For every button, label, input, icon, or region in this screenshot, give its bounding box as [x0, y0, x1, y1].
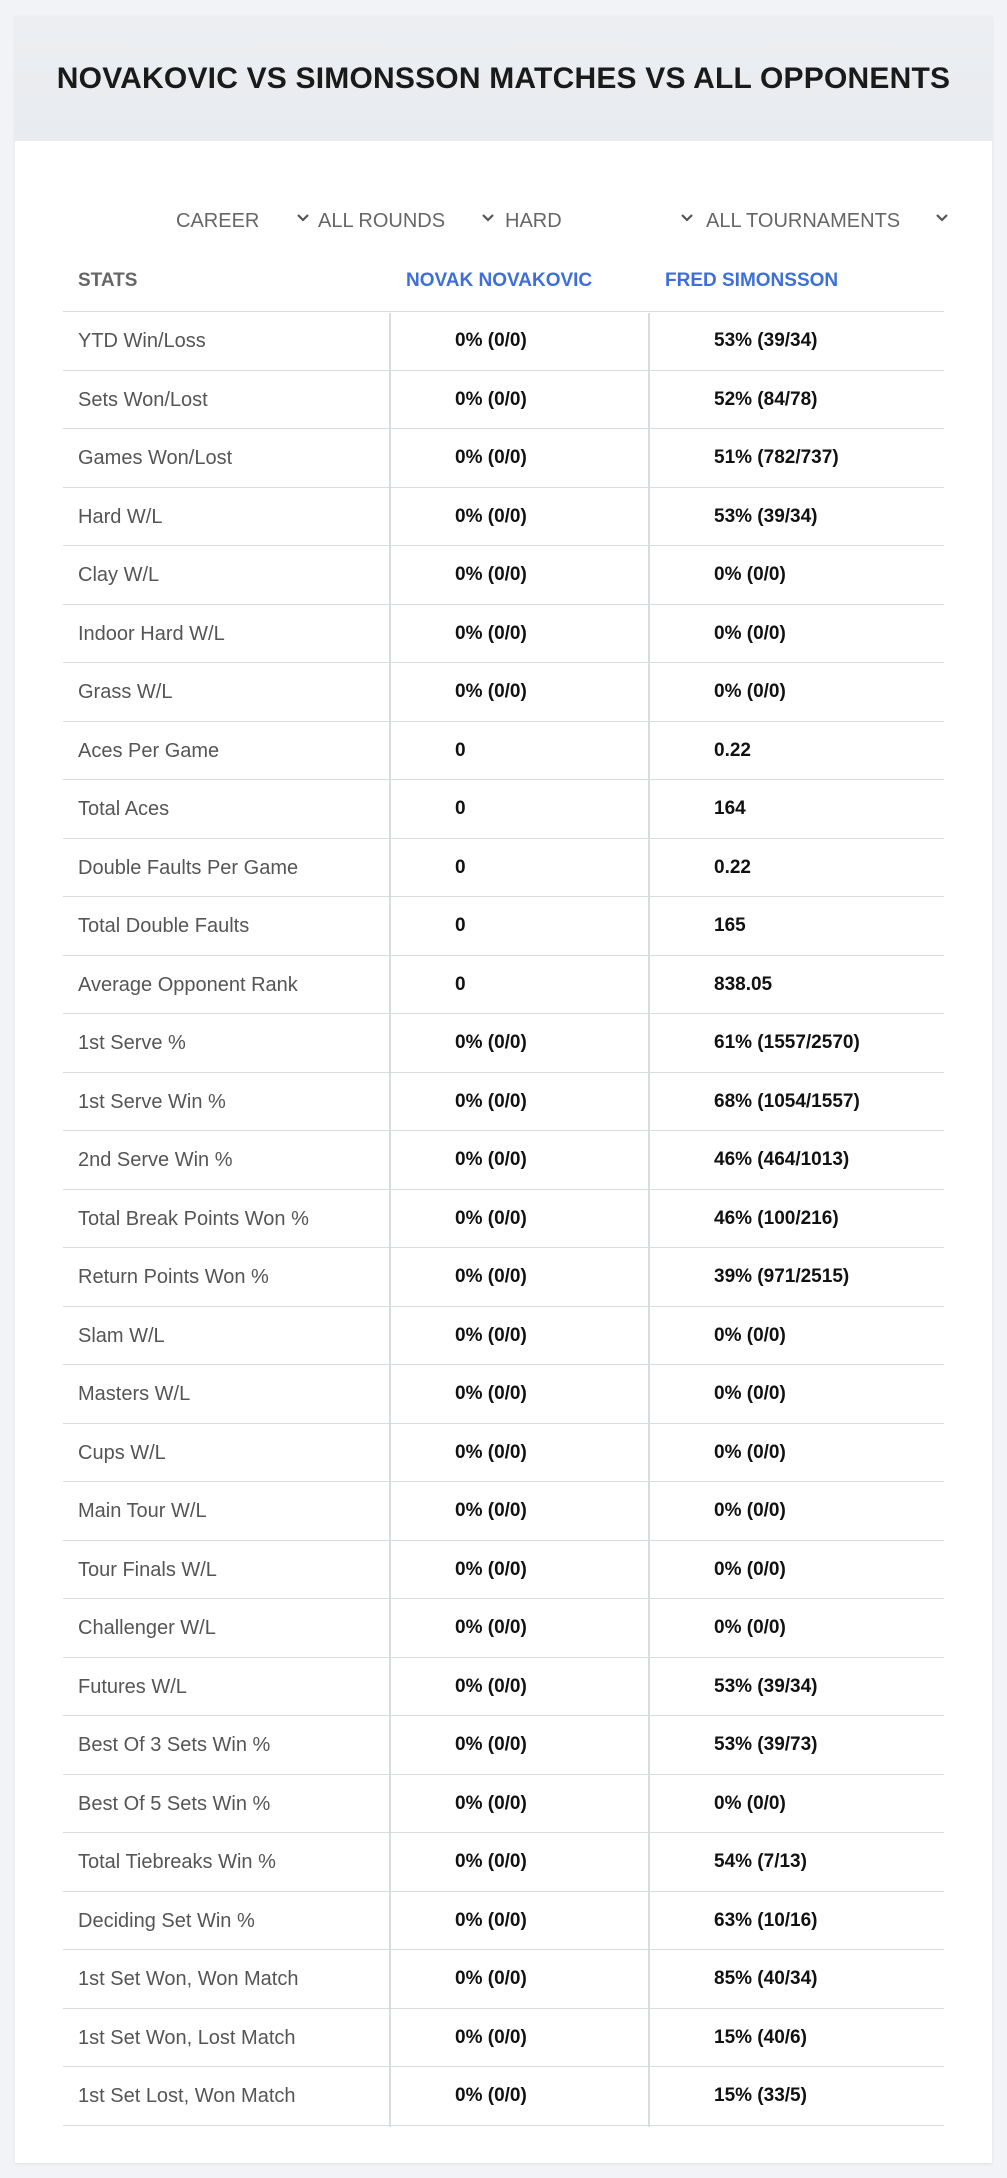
header-player-1[interactable]: NOVAK NOVAKOVIC	[406, 270, 593, 291]
player-2-value: 0% (0/0)	[714, 681, 786, 702]
table-row	[63, 1658, 944, 1717]
column-divider	[389, 313, 391, 2127]
chevron-down-icon	[296, 213, 308, 225]
stat-label: Total Tiebreaks Win %	[78, 1851, 276, 1873]
player-2-value: 53% (39/34)	[714, 505, 818, 527]
stat-label: Sets Won/Lost	[78, 388, 208, 411]
player-1-value: 0% (0/0)	[455, 622, 527, 644]
table-row	[63, 722, 944, 781]
stats-card	[15, 16, 992, 2163]
table-row	[63, 1541, 944, 1600]
table-row	[63, 2009, 944, 2068]
stat-label: Total Double Faults	[78, 915, 250, 937]
table-row	[63, 371, 944, 430]
player-1-value: 0% (0/0)	[455, 1734, 527, 1755]
player-2-value: 63% (10/16)	[714, 1909, 818, 1931]
stat-label: 1st Serve Win %	[78, 1090, 226, 1113]
table-row	[63, 663, 944, 722]
player-2-value: 0% (0/0)	[714, 622, 786, 644]
player-2-value: 52% (84/78)	[714, 388, 818, 410]
player-1-value: 0% (0/0)	[455, 1909, 527, 1931]
table-row	[63, 780, 944, 839]
player-1-value: 0% (0/0)	[455, 1090, 527, 1112]
player-1-value: 0% (0/0)	[455, 330, 527, 351]
table-row	[63, 429, 944, 488]
player-2-value: 46% (100/216)	[714, 1207, 839, 1229]
stat-label: Indoor Hard W/L	[78, 622, 225, 645]
table-row	[63, 897, 944, 956]
player-1-value: 0% (0/0)	[455, 681, 527, 702]
table-row	[63, 1775, 944, 1834]
table-row	[63, 1424, 944, 1483]
stats-table	[63, 251, 944, 2126]
player-2-value: 0% (0/0)	[714, 1558, 786, 1580]
player-1-value: 0% (0/0)	[455, 564, 527, 585]
table-row	[63, 1482, 944, 1541]
stat-label: Deciding Set Win %	[78, 1909, 255, 1932]
stat-label: Slam W/L	[78, 1324, 165, 1347]
player-2-value: 53% (39/34)	[714, 1675, 818, 1697]
player-2-value: 0% (0/0)	[714, 1383, 786, 1404]
player-1-value: 0% (0/0)	[455, 1207, 527, 1229]
player-2-value: 53% (39/34)	[714, 330, 818, 351]
stat-label: 1st Set Lost, Won Match	[78, 2085, 296, 2107]
stat-label: Aces Per Game	[78, 739, 220, 762]
header-player-2[interactable]: FRED SIMONSSON	[665, 270, 839, 291]
player-1-value: 0% (0/0)	[455, 1324, 527, 1346]
stat-label: Return Points Won %	[78, 1266, 269, 1288]
stat-label: Grass W/L	[78, 681, 173, 703]
table-row	[63, 1365, 944, 1424]
player-1-value: 0% (0/0)	[455, 1032, 527, 1053]
stat-label: Cups W/L	[78, 1441, 166, 1464]
player-1-value: 0% (0/0)	[455, 1792, 527, 1814]
player-2-value: 0% (0/0)	[714, 1500, 786, 1521]
filter-surface-label: HARD	[505, 209, 562, 232]
table-body	[63, 312, 944, 2126]
player-1-value: 0% (0/0)	[455, 1968, 527, 1989]
table-row	[63, 1073, 944, 1132]
table-row	[63, 956, 944, 1015]
stat-label: Hard W/L	[78, 505, 163, 528]
table-row	[63, 839, 944, 898]
table-row	[63, 546, 944, 605]
player-2-value: 61% (1557/2570)	[714, 1032, 860, 1053]
chevron-down-icon	[935, 213, 947, 225]
player-2-value: 0.22	[714, 739, 751, 761]
stat-label: 1st Set Won, Lost Match	[78, 2026, 296, 2049]
stat-label: Average Opponent Rank	[78, 973, 298, 996]
stat-label: Masters W/L	[78, 1383, 191, 1405]
player-2-value: 0% (0/0)	[714, 1792, 786, 1814]
player-2-value: 164	[714, 798, 746, 819]
player-2-value: 0% (0/0)	[714, 1617, 786, 1638]
player-1-value: 0	[455, 798, 466, 819]
filter-tournament-select[interactable]	[706, 191, 900, 251]
column-divider	[648, 313, 650, 2127]
stat-label: Total Aces	[78, 798, 170, 820]
stat-label: Total Break Points Won %	[78, 1207, 309, 1230]
table-row	[63, 1599, 944, 1658]
player-1-value: 0	[455, 973, 466, 995]
player-2-value: 53% (39/73)	[714, 1734, 818, 1755]
page-title: NOVAKOVIC VS SIMONSSON MATCHES VS ALL OPPONENTS	[56, 61, 951, 95]
stat-label: YTD Win/Loss	[78, 330, 206, 352]
player-1-value: 0% (0/0)	[455, 1617, 527, 1638]
player-1-value: 0% (0/0)	[455, 2085, 527, 2106]
player-2-value: 46% (464/1013)	[714, 1149, 850, 1170]
player-2-value: 0% (0/0)	[714, 1324, 786, 1346]
table-row	[63, 1131, 944, 1190]
table-row	[63, 488, 944, 547]
stat-label: 1st Serve %	[78, 1032, 186, 1054]
table-row	[63, 605, 944, 664]
player-2-value: 0.22	[714, 856, 751, 878]
player-1-value: 0% (0/0)	[455, 1851, 527, 1872]
player-2-value: 165	[714, 915, 746, 936]
table-header	[63, 251, 944, 312]
stat-label: Tour Finals W/L	[78, 1558, 217, 1581]
player-1-value: 0% (0/0)	[455, 1266, 527, 1287]
player-2-value: 838.05	[714, 973, 773, 995]
player-1-value: 0% (0/0)	[455, 1149, 527, 1170]
filter-round-label: ALL ROUNDS	[318, 209, 446, 232]
stat-label: Main Tour W/L	[78, 1500, 207, 1522]
table-row	[63, 1307, 944, 1366]
stat-label: 1st Set Won, Won Match	[78, 1968, 299, 1990]
stat-label: Double Faults Per Game	[78, 856, 299, 879]
player-1-value: 0% (0/0)	[455, 1675, 527, 1697]
player-1-value: 0% (0/0)	[455, 505, 527, 527]
filter-round-select[interactable]	[318, 191, 445, 251]
player-2-value: 15% (33/5)	[714, 2085, 807, 2106]
stat-label: Best Of 3 Sets Win %	[78, 1734, 271, 1756]
filter-surface-select[interactable]	[505, 191, 562, 251]
stat-label: Games Won/Lost	[78, 447, 233, 469]
player-1-value: 0% (0/0)	[455, 1500, 527, 1521]
player-1-value: 0% (0/0)	[455, 1383, 527, 1404]
filter-bar	[15, 191, 992, 251]
header-stats: STATS	[78, 270, 138, 291]
chevron-down-icon	[481, 213, 493, 225]
chevron-down-icon	[680, 213, 692, 225]
player-2-value: 0% (0/0)	[714, 1441, 786, 1463]
player-1-value: 0% (0/0)	[455, 2026, 527, 2048]
table-row	[63, 1190, 944, 1249]
player-2-value: 51% (782/737)	[714, 447, 839, 468]
player-1-value: 0% (0/0)	[455, 1441, 527, 1463]
table-row	[63, 1716, 944, 1775]
table-row	[63, 1950, 944, 2009]
player-1-value: 0% (0/0)	[455, 447, 527, 468]
player-2-value: 68% (1054/1557)	[714, 1090, 860, 1112]
stat-label: Clay W/L	[78, 564, 160, 586]
table-row	[63, 1014, 944, 1073]
player-2-value: 85% (40/34)	[714, 1968, 818, 1989]
table-row	[63, 312, 944, 371]
table-row	[63, 1833, 944, 1892]
player-1-value: 0	[455, 856, 466, 878]
player-1-value: 0	[455, 915, 466, 936]
player-1-value: 0% (0/0)	[455, 1558, 527, 1580]
stat-label: 2nd Serve Win %	[78, 1149, 233, 1171]
player-2-value: 15% (40/6)	[714, 2026, 807, 2048]
page-header	[15, 16, 992, 141]
player-2-value: 0% (0/0)	[714, 564, 786, 585]
player-1-value: 0	[455, 739, 466, 761]
stat-label: Best Of 5 Sets Win %	[78, 1792, 271, 1815]
table-row	[63, 1248, 944, 1307]
table-row	[63, 2067, 944, 2126]
filter-period-label: CAREER	[176, 209, 260, 232]
player-2-value: 39% (971/2515)	[714, 1266, 850, 1287]
player-1-value: 0% (0/0)	[455, 388, 527, 410]
stat-label: Challenger W/L	[78, 1617, 216, 1639]
filter-period-select[interactable]	[176, 191, 259, 251]
table-row	[63, 1892, 944, 1951]
filter-tournament-label: ALL TOURNAMENTS	[706, 209, 901, 232]
player-2-value: 54% (7/13)	[714, 1851, 807, 1872]
stat-label: Futures W/L	[78, 1675, 187, 1698]
